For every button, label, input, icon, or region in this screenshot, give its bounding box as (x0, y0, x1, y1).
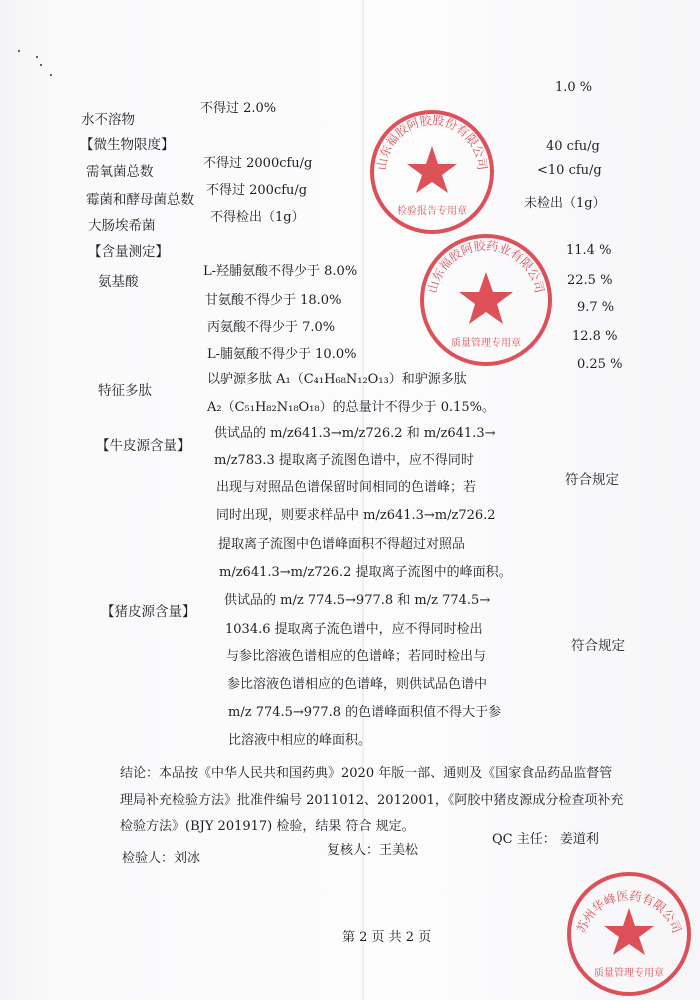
peptide-std: A₂（C₅₁H₈₂N₁₈O₁₈）的总量计不得少于 0.15%。 (207, 400, 496, 415)
bovine-heading: 【牛皮源含量】 (96, 438, 191, 454)
bovine-line: 提取离子流图中色谱峰面积不得超过对照品 (218, 537, 466, 552)
speck (18, 50, 20, 52)
conclusion-line: 理局补充检验方法》批准件编号 2011012、2012001，《阿胶中猪皮源成分检查项补充 (120, 793, 624, 808)
porcine-line: m/z 774.5→977.8 的色谱峰面积值不得大于参 (228, 705, 502, 720)
micro-std: 不得过 200cfu/g (206, 183, 308, 198)
micro-name: 大肠埃希菌 (88, 218, 156, 234)
svg-text:山东福胶阿胶股份有限公司: 山东福胶阿胶股份有限公司 (374, 113, 490, 171)
svg-text:检验报告专用章: 检验报告专用章 (397, 206, 467, 217)
micro-result: <10 cfu/g (537, 163, 602, 178)
porcine-line: 与参比溶液色谱相应的色谱峰；若同时检出与 (226, 649, 487, 664)
micro-result: 40 cfu/g (546, 139, 600, 154)
porcine-line: 参比溶液色谱相应的色谱峰，则供试品色谱中 (227, 677, 488, 692)
insoluble-std: 不得过 2.0% (200, 101, 277, 116)
speck (40, 64, 42, 66)
porcine-line: 比溶液中相应的峰面积。 (228, 733, 372, 748)
svg-text:苏州华峰医药有限公司: 苏州华峰医药有限公司 (574, 888, 684, 936)
bovine-line: m/z783.3 提取离子流图色谱中，应不得同时 (214, 453, 474, 468)
porcine-line: 1034.6 提取离子流色谱中，应不得同时检出 (225, 622, 483, 637)
svg-text:质量管理专用章: 质量管理专用章 (594, 968, 664, 979)
amino-result: 9.7 % (577, 300, 615, 315)
amino-result: 11.4 % (566, 243, 612, 258)
svg-text:山东福胶阿胶药业有限公司: 山东福胶阿胶药业有限公司 (425, 238, 547, 295)
micro-result: 未检出（1g） (524, 196, 606, 211)
qc-signature: QC 主任： 姜道利 (492, 832, 599, 847)
porcine-line: 供试品的 m/z 774.5→977.8 和 m/z 774.5→ (224, 593, 491, 608)
assay-heading: 【含量测定】 (88, 244, 169, 260)
peptide-name: 特征多肽 (98, 383, 152, 399)
amino-std: L-羟脯氨酸不得少于 8.0% (203, 264, 358, 279)
amino-name: 氨基酸 (98, 274, 139, 290)
amino-std: 丙氨酸不得少于 7.0% (207, 320, 336, 335)
micro-std: 不得检出（1g） (210, 210, 305, 225)
micro-name: 霉菌和酵母菌总数 (86, 192, 194, 208)
speck (50, 74, 52, 76)
reviewer-signature: 复核人：王美松 (327, 843, 419, 858)
bovine-line: 供试品的 m/z641.3→m/z726.2 和 m/z641.3→ (214, 426, 496, 441)
svg-text:质量管理专用章: 质量管理专用章 (451, 338, 521, 349)
inspector-signature: 检验人：刘冰 (122, 851, 201, 866)
bovine-line: 同时出现，则要求样品中 m/z641.3→m/z726.2 (216, 508, 496, 523)
peptide-result: 0.25 % (577, 357, 623, 372)
insoluble-name: 水不溶物 (81, 112, 135, 128)
bovine-line: m/z641.3→m/z726.2 提取离子流图中的峰面积。 (219, 565, 512, 580)
porcine-heading: 【猪皮源含量】 (101, 604, 196, 620)
amino-std: L-脯氨酸不得少于 10.0% (207, 347, 357, 362)
speck (36, 56, 38, 58)
supplier-seal (565, 870, 693, 998)
quality-seal (418, 232, 554, 368)
conclusion-line: 结论：本品按《中华人民共和国药典》2020 年版一部、通则及《国家食品药品监督管 (120, 766, 613, 781)
top-result: 1.0 % (555, 80, 593, 95)
conclusion-line: 检验方法》(BJY 201917) 检验，结果 符合 规定。 (120, 819, 415, 834)
page-number: 第 2 页 共 2 页 (342, 930, 432, 945)
micro-name: 需氧菌总数 (86, 164, 154, 180)
bovine-line: 出现与对照品色谱保留时间相同的色谱峰；若 (216, 480, 477, 495)
peptide-std: 以驴源多肽 A₁（C₄₁H₆₈N₁₂O₁₃）和驴源多肽 (207, 372, 467, 387)
bovine-result: 符合规定 (565, 472, 619, 488)
micro-std: 不得过 2000cfu/g (203, 156, 313, 171)
amino-std: 甘氨酸不得少于 18.0% (205, 293, 342, 308)
amino-result: 12.8 % (572, 329, 618, 344)
micro-heading: 【微生物限度】 (80, 137, 175, 153)
amino-result: 22.5 % (567, 273, 613, 288)
company-seal (368, 108, 496, 236)
porcine-result: 符合规定 (571, 638, 625, 654)
